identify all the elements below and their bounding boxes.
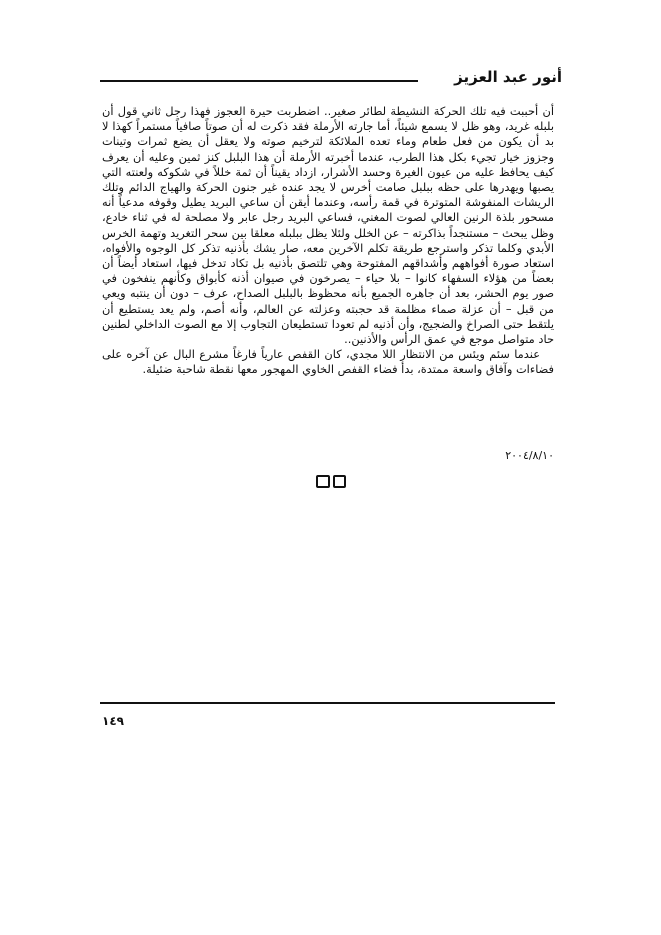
story-date: ٢٠٠٤/٨/١٠ [505, 449, 554, 462]
footer-rule [100, 702, 555, 704]
ornament-square-icon [316, 475, 330, 488]
story-text [102, 104, 554, 378]
author-name: أنور عبد العزيز [454, 68, 562, 86]
page-number: ١٤٩ [102, 714, 124, 728]
ornament-square-icon [333, 475, 347, 488]
running-header [100, 66, 562, 88]
header-rule [100, 80, 418, 82]
paragraph-1: أن أحببت فيه تلك الحركة النشيطة لطائر صغير.. اضطربت حيرة العجوز فهذا رجل ثاني قول أن بلبله غريد، وهو ظل لا يسمع شيئاً، أما جارته الأرملة فقد ذكرت له أن صوتاً صافياً مستمراً كهذا لا بد أن يكون من فعل طعام وماء تعده الملائكة لترخيم صوته ولا يعقل أن يضع ثمرات وتينات وجزوز خيار تجيء بكل هذا الطرب، عندما أخبرته الأرملة أن هذا البلبل كنز ثمين وعليه أن يعرف كيف يحافظ عليه من عيون الغيرة وحسد الأشرار، ازداد يقيناً أن ثمة خللاً في شكوكه ولعنته التي يصبها ويهدرها على حظه ببلبل صامت أخرس لا يجد عنده غير جنون الحركة والهياج الدائم وتلك الريشات المنفوشة المتوترة في قمة رأسه، وعندما أيقن أن ساعي البريد يطيل وقوفه مدعياً أنه مسحور بلذة الرنين العالي لصوت المغني، فساعي البريد رجل عابر ولا مصلحة له في ثناء خادع، وظل يبحث – مستنجداً بذاكرته – عن الخلل ولئلا يظل ببلبله معلقا بين سحر التغريد وتهمة الخرس الأبدي وكلما تذكر واسترجع طريقة تكلم الآخرين معه، صار يشك بأذنيه تذكر كل الوجوه والأفواه، استعاد صورة أفواههم وأشداقهم المفتوحة وهي تلتصق بأذنيه بل تكاد تدخل فيها، استعاد أيضاً أن بعضاً من هؤلاء السفهاء كانوا – بلا حياء – يصرخون في صيوان أذنه كأبواق وكأنهم ينفخون في صور يوم الحشر، بعد أن جاهره الجميع بأنه محظوظ بالبلبل الصداح، عرف – دون أن ينتبه ويعي من قبل – أن عزلة صماء مظلمة قد حجبته وعزلته عن العالم، وأنه أصم، ولم يعد يستطيع أن يلتقط حتى الصراخ والضجيج، وأن أذنيه لم تعودا تستطيعان التجاوب إلا مع الصوت الداخلي لطنين حاد متواصل موجع في عمق الرأس والأذنين.. [102, 104, 554, 347]
paragraph-2: عندما سئم ويئس من الانتظار اللا مجدي، كان القفص عارياً فارغاً مشرع البال عن آخره على فضاءات وآفاق واسعة ممتدة، بدأ فضاء القفص الخاوي المهجور معها نقطة شاحبة ضئيلة. [102, 347, 554, 377]
section-ornament-icon [316, 475, 346, 489]
